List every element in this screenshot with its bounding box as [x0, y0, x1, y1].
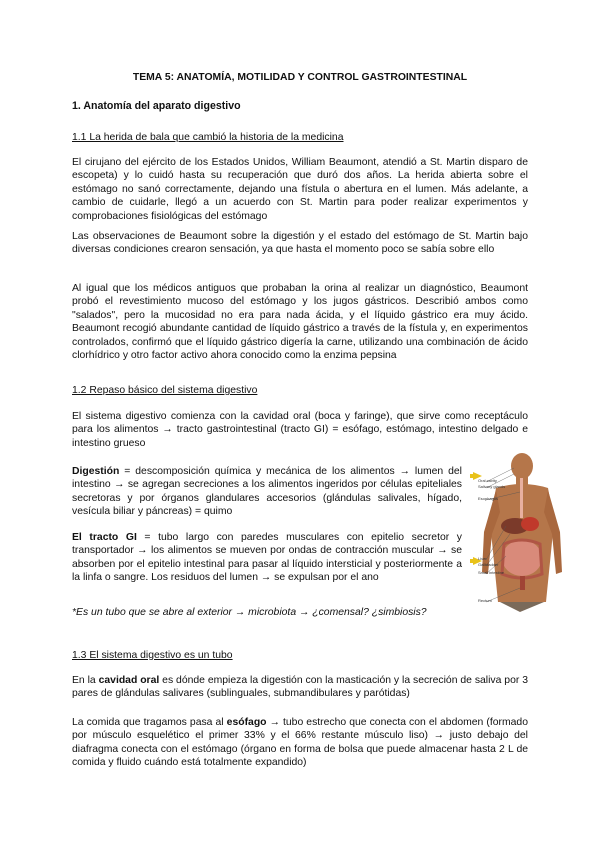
paragraph-digestion — [72, 465, 462, 519]
label-small-intestine: Small intestine — [478, 570, 505, 575]
digestive-anatomy-figure — [470, 452, 568, 614]
subsection-heading-1-3: 1.3 El sistema digestivo es un tubo — [72, 650, 233, 661]
term-esophagus: esófago — [226, 717, 267, 728]
term-digestion: Digestión — [72, 466, 120, 477]
digestion-definition: = descomposición química y mecánica de los alimentos → lumen del intestino → se agregan secreciones a los alimentos ingeridos por células epiteliales secretoras y por órganos glandulares accesorios (glándulas salivales, hígado, vesícula biliar y páncreas) = quimo — [72, 466, 462, 518]
label-gallbladder: Gallbladder — [478, 562, 499, 567]
term-oral-cavity: cavidad oral — [98, 675, 160, 686]
label-esophagus: Esophagus — [478, 496, 499, 501]
paragraph-gastric-juice: Al igual que los médicos antiguos que probaban la orina al realizar un diagnóstico, Beaumont probó el revestimiento mucoso del estómago y los jugos gástricos. Describió ambos como "salados", pero la mucosidad no era para nada ácida, y el líquido gástrico era muy ácido. Beaumont recogió abundante cantidad de líquido gástrico a través de la fístula y, en experimentos controlados, confirmó que el líquido gástrico digería la carne, utilizando una combinación de ácido clorhídrico y otro factor activo ahora conocido como la enzima pepsina — [72, 283, 528, 362]
label-oral-cavity: Oral cavity — [478, 478, 497, 483]
subsection-heading-1-2: 1.2 Repaso básico del sistema digestivo — [72, 385, 258, 396]
paragraph-observations: Las observaciones de Beaumont sobre la digestión y el estado del estómago de St. Martin bajo diversas condiciones crearon sensación, ya que hasta el momento poco se sabía sobre ello — [72, 231, 528, 256]
paragraph-beaumont: El cirujano del ejército de los Estados Unidos, William Beaumont, atendió a St. Martin disparo de escopeta) y lo cuidó hasta su recuperación que duró dos años. La herida abierta sobre el estómago no sanó correctamente, dejando una fístula o abertura en el lumen. Más adelante, a cambio de cuidarle, llegó a un acuerdo con St. Martin para poder realizar experimentos y comprobaciones fisiológicas del estómago — [72, 157, 528, 222]
paragraph-gi-tract — [72, 531, 462, 585]
term-gi-tract: El tracto GI — [72, 532, 137, 543]
section-heading-1: 1. Anatomía del aparato digestivo — [72, 100, 241, 112]
subsection-heading-1-1: 1.1 La herida de bala que cambió la historia de la medicina — [72, 132, 344, 143]
label-liver: Liver — [478, 556, 487, 561]
label-salivary-glands: Salivary glands — [478, 484, 506, 489]
paragraph-esophagus: La comida que tragamos pasa al esófago → tubo estrecho que conecta con el abdomen (formado por músculo esquelético el primer 33% y el 66% restante músculo liso) → justo debajo del diafragma conecta con el estómago (órgano en forma de bolsa que puede almacenar hasta 2 L de comida y fluido cuándo está totalmente expandido) — [72, 717, 528, 769]
paragraph-oral-cavity: En la cavidad oral es dónde empieza la digestión con la masticación y la secreción de saliva por 3 pares de glándulas salivares (sublinguales, submandibulares y parótidas) — [72, 675, 528, 700]
gi-tract-definition: = tubo largo con paredes musculares con epitelio secretor y transportador → los alimentos se mueven por ondas de contracción muscular → se absorben por el epitelio intestinal para pasar al líquido intersticial y posteriormente a la linfa o sangre. Los residuos del lumen → se expulsan por el ano — [72, 532, 462, 584]
label-rectum: Rectum — [478, 598, 492, 603]
paragraph-digestive-system: El sistema digestivo comienza con la cavidad oral (boca y faringe), que sirve como receptáculo para los alimentos → tracto gastrointestinal (tracto GI) = esófago, estómago, intestino delgado e intestino grueso — [72, 411, 528, 449]
page-title: TEMA 5: ANATOMÍA, MOTILIDAD Y CONTROL GASTROINTESTINAL — [132, 72, 468, 83]
note-microbiota: *Es un tubo que se abre al exterior → microbiota → ¿comensal? ¿simbiosis? — [72, 607, 427, 618]
